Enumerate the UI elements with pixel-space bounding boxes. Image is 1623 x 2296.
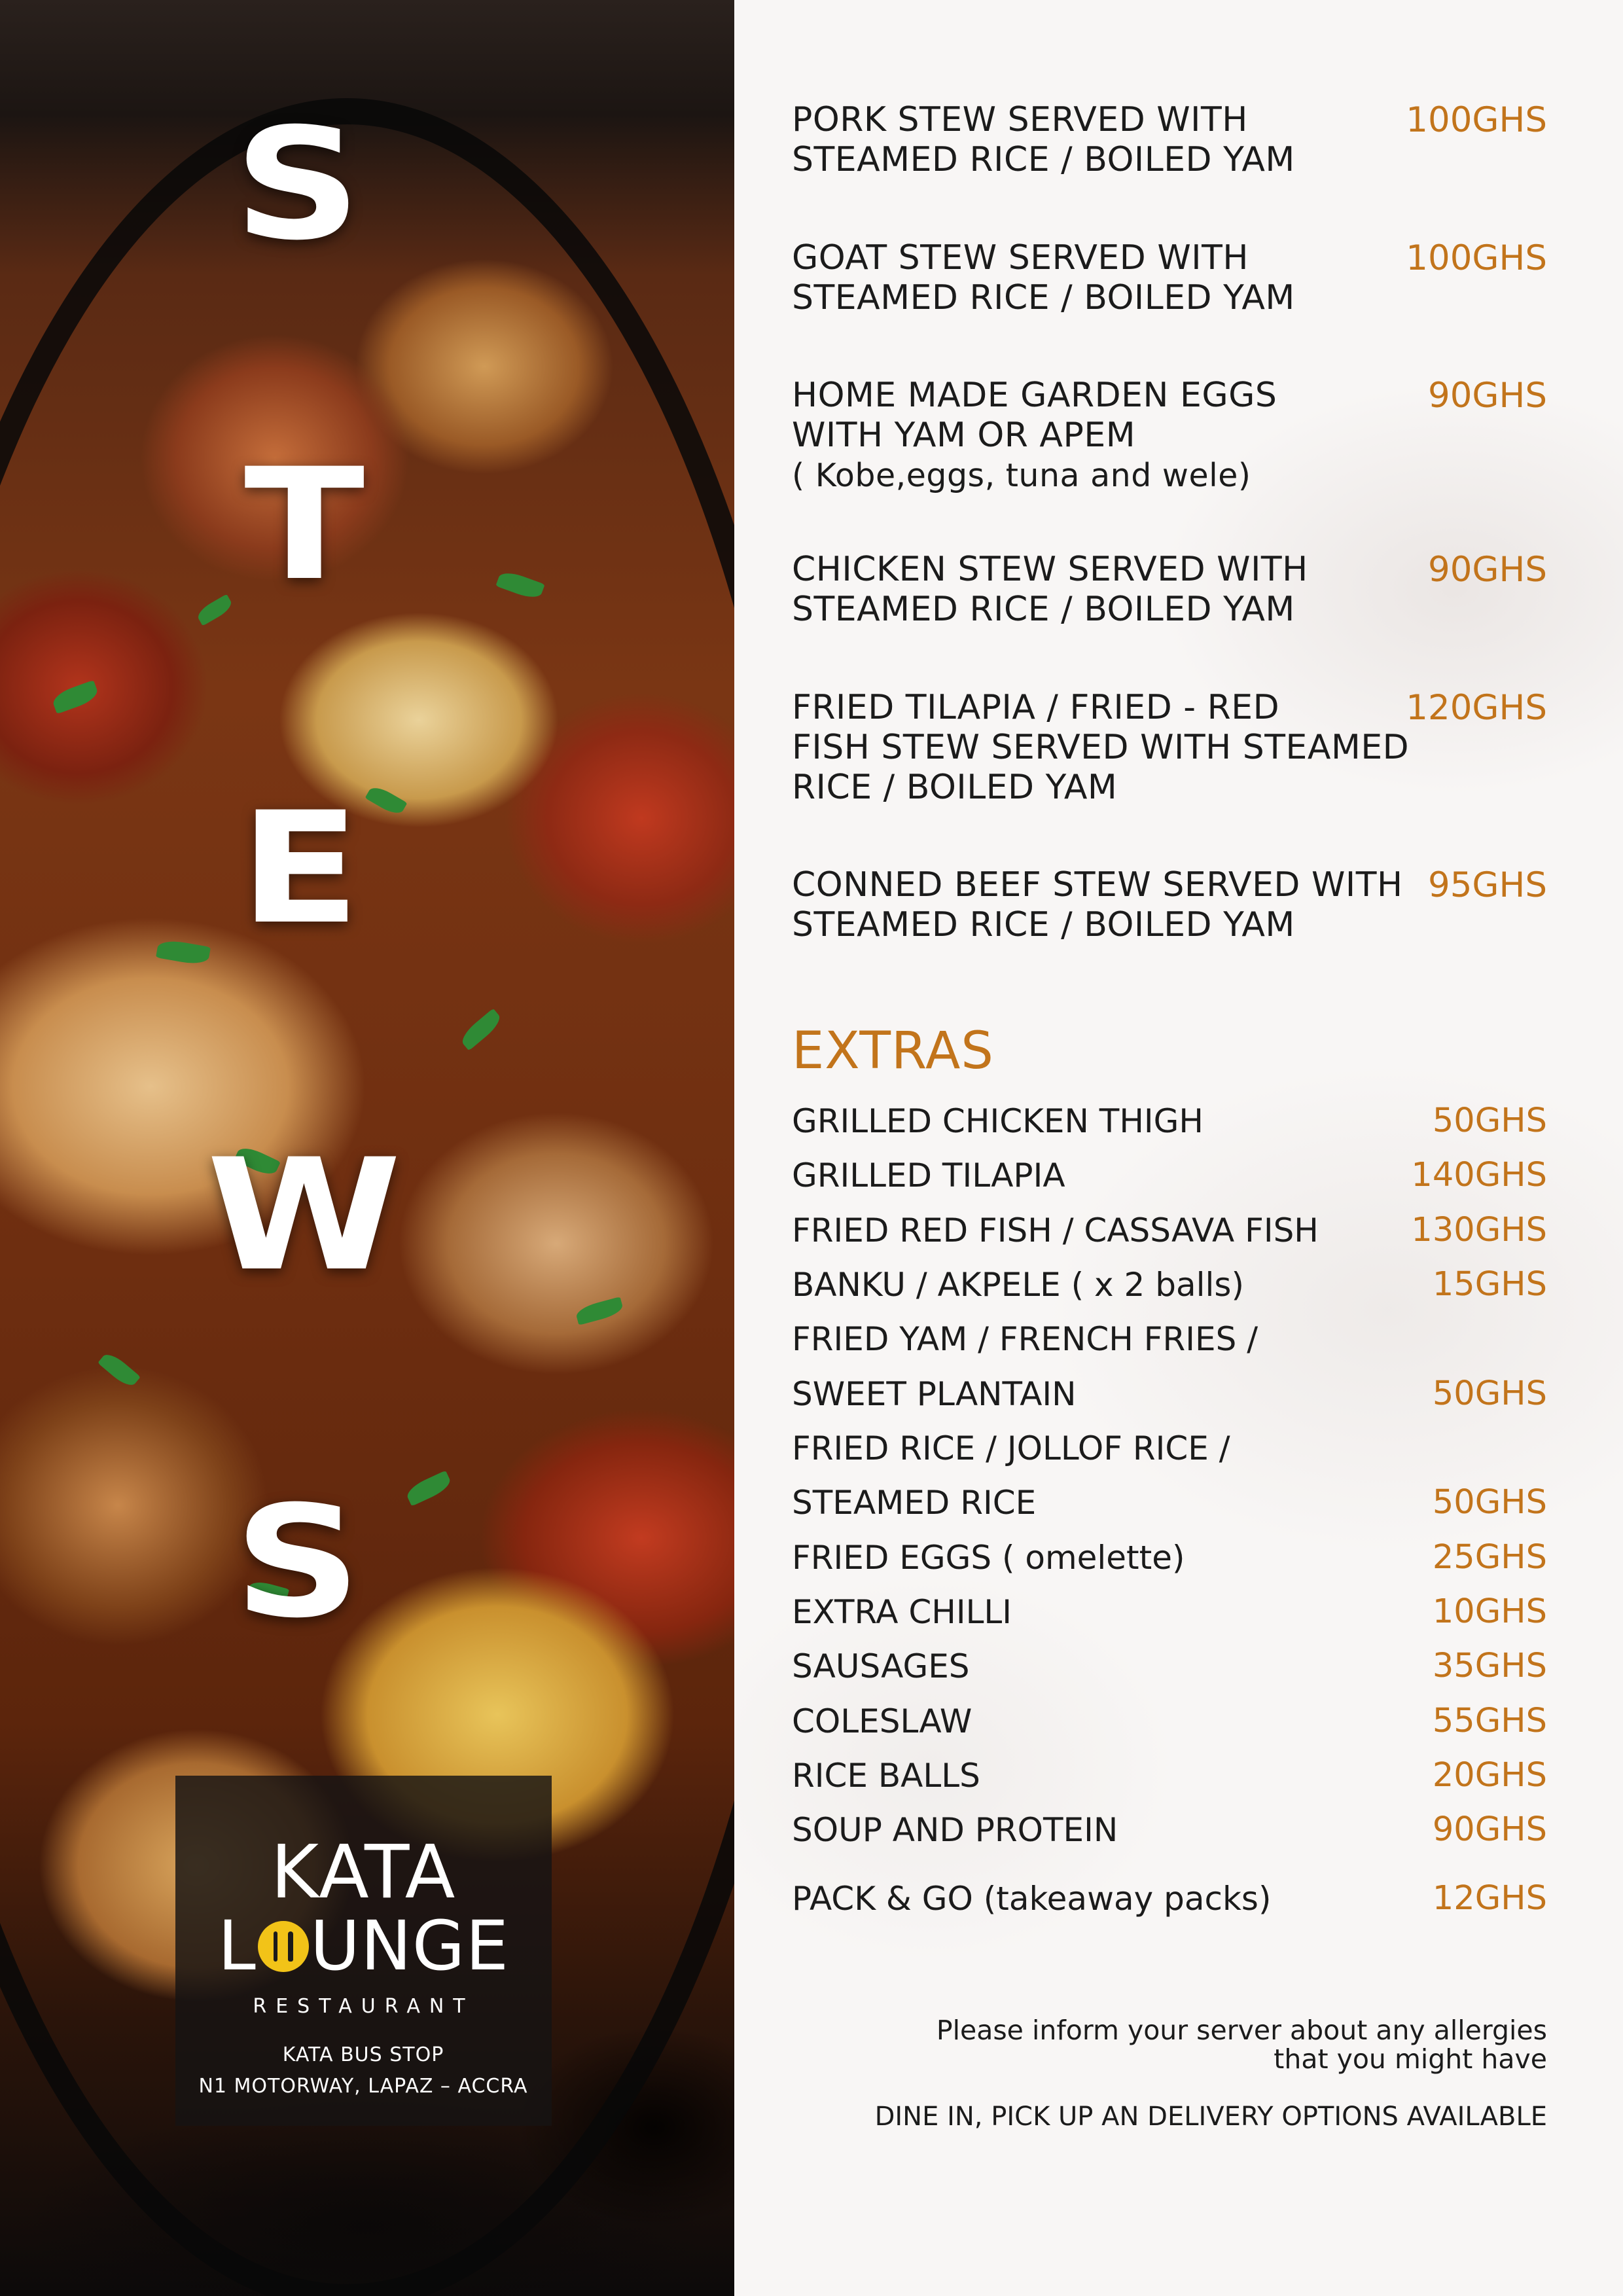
logo-lounge-text — [175, 1906, 552, 1986]
logo-lounge-rest: UNGE — [310, 1906, 510, 1986]
menu-item-line: HOME MADE GARDEN EGGS — [792, 376, 1277, 415]
menu-item-price: 100GHS — [1406, 100, 1547, 140]
menu-item-line: ( Kobe,eggs, tuna and wele) — [792, 457, 1251, 494]
extra-item-price: 130GHS — [1411, 1211, 1547, 1249]
extra-item-name: BANKU / AKPELE ( x 2 balls) — [792, 1266, 1244, 1304]
extra-item-price: 25GHS — [1432, 1538, 1547, 1577]
title-letter-s: S — [234, 96, 361, 274]
extra-item-price: 12GHS — [1432, 1879, 1547, 1918]
address-line-2: N1 MOTORWAY, LAPAZ – ACCRA — [198, 2075, 528, 2098]
menu-item-line: RICE / BOILED YAM — [792, 768, 1118, 807]
menu-item-goat-stew — [792, 238, 1295, 318]
extra-item-name: GRILLED CHICKEN THIGH — [792, 1102, 1204, 1140]
menu-item-line: PORK STEW SERVED WITH — [792, 100, 1248, 139]
extra-item-name: SAUSAGES — [792, 1647, 970, 1685]
menu-panel — [734, 0, 1623, 2296]
menu-item-price: 100GHS — [1406, 238, 1547, 278]
menu-item-pork-stew — [792, 100, 1295, 180]
extra-item-price: 15GHS — [1432, 1265, 1547, 1304]
menu-item-line: WITH YAM OR APEM — [792, 416, 1136, 455]
title-letter-w: W — [206, 1126, 402, 1305]
menu-item-line: STEAMED RICE / BOILED YAM — [792, 905, 1295, 944]
menu-item-line: GOAT STEW SERVED WITH — [792, 238, 1249, 278]
menu-item-line: STEAMED RICE / BOILED YAM — [792, 590, 1295, 629]
extra-item-name: STEAMED RICE — [792, 1484, 1037, 1522]
extra-item-name: FRIED EGGS ( omelette) — [792, 1539, 1185, 1577]
extra-item-name: PACK & GO (takeaway packs) — [792, 1880, 1272, 1918]
extra-item-price: 10GHS — [1432, 1592, 1547, 1631]
extra-item-price: 55GHS — [1432, 1702, 1547, 1740]
menu-item-line: CHICKEN STEW SERVED WITH — [792, 550, 1308, 589]
menu-item-garden-eggs — [792, 376, 1277, 495]
extra-item-name: GRILLED TILAPIA — [792, 1157, 1065, 1194]
menu-item-line: STEAMED RICE / BOILED YAM — [792, 278, 1295, 317]
menu-item-chicken-stew — [792, 550, 1308, 630]
extra-item-price: 90GHS — [1432, 1810, 1547, 1849]
extra-item-name: COLESLAW — [792, 1702, 972, 1740]
extra-item-name: RICE BALLS — [792, 1757, 980, 1795]
extra-item-price: 20GHS — [1432, 1756, 1547, 1795]
restaurant-logo — [175, 1776, 552, 2126]
allergy-note-line-2: that you might have — [1274, 2043, 1547, 2075]
food-photo-panel — [0, 0, 734, 2296]
menu-item-line: STEAMED RICE / BOILED YAM — [792, 140, 1295, 179]
extra-item-name: SWEET PLANTAIN — [792, 1375, 1077, 1413]
address-line-1: KATA BUS STOP — [282, 2043, 444, 2066]
extra-item-name: FRIED RICE / JOLLOF RICE / — [792, 1429, 1230, 1467]
menu-item-line: FISH STEW SERVED WITH STEAMED — [792, 728, 1410, 767]
allergy-note — [906, 2016, 1547, 2073]
extra-item-price: 50GHS — [1432, 1102, 1547, 1140]
title-letter-t: T — [243, 436, 365, 615]
extra-item-name: FRIED YAM / FRENCH FRIES / — [792, 1320, 1258, 1358]
menu-item-price: 95GHS — [1427, 865, 1547, 905]
menu-item-line: FRIED TILAPIA / FRIED - RED — [792, 688, 1280, 727]
extra-item-price: 50GHS — [1432, 1374, 1547, 1413]
extra-item-name: SOUP AND PROTEIN — [792, 1811, 1118, 1849]
delivery-note: DINE IN, PICK UP AN DELIVERY OPTIONS AVAILABLE — [874, 2102, 1547, 2132]
fork-and-knife-icon — [258, 1921, 309, 1972]
logo-restaurant-text: RESTAURANT — [253, 1995, 474, 2018]
extra-item-price: 140GHS — [1411, 1156, 1547, 1194]
menu-item-price: 120GHS — [1406, 688, 1547, 728]
extra-item-price: 35GHS — [1432, 1647, 1547, 1685]
menu-item-line: CONNED BEEF STEW SERVED WITH — [792, 865, 1403, 905]
allergy-note-line-1: Please inform your server about any allergies — [936, 2015, 1547, 2046]
menu-item-corned-beef-stew — [792, 865, 1403, 945]
extra-item-name: EXTRA CHILLI — [792, 1593, 1012, 1631]
title-letter-s2: S — [234, 1473, 361, 1652]
menu-item-fish-stew — [792, 688, 1409, 808]
menu-item-price: 90GHS — [1427, 376, 1547, 416]
extra-item-price: 50GHS — [1432, 1483, 1547, 1522]
extras-heading: EXTRAS — [792, 1022, 994, 1081]
logo-kata-text: KATA — [270, 1830, 457, 1915]
title-letter-e: E — [239, 780, 361, 958]
logo-lounge-l: L — [217, 1906, 257, 1986]
extra-item-name: FRIED RED FISH / CASSAVA FISH — [792, 1211, 1319, 1249]
menu-item-price: 90GHS — [1427, 550, 1547, 590]
